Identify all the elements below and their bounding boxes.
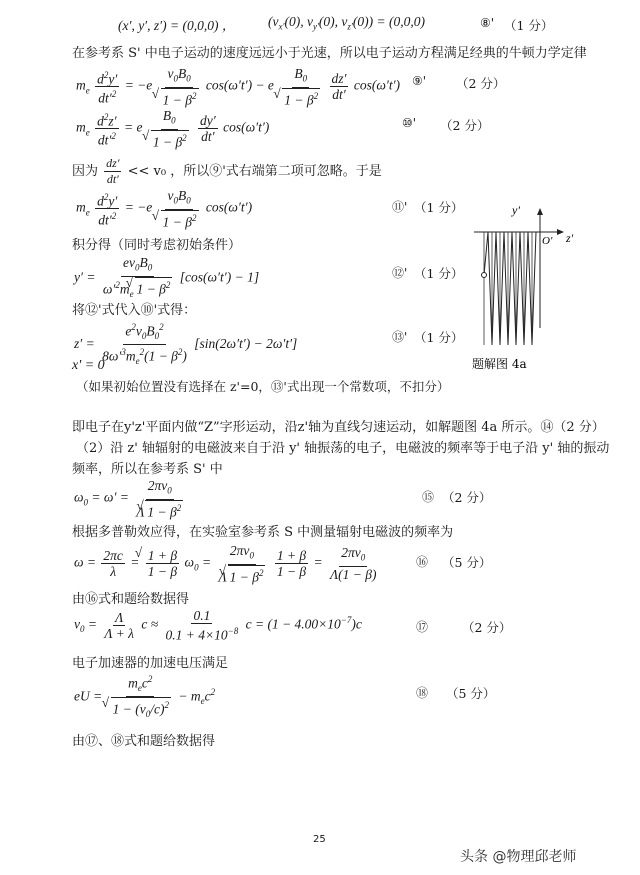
eq8-score: （1 分）	[504, 18, 554, 33]
figure-4a	[466, 200, 606, 380]
origin-label: O'	[542, 235, 553, 247]
eq11-mark: ⑪'	[392, 200, 408, 214]
equation-12: y′ = $\frac{ev_0B_0}{\omega'^2m_e√ 1 - \beta^2}$ [cos(ω′t′) − 1]	[74, 255, 259, 302]
eq18-score: （5 分）	[446, 686, 496, 701]
text-accel-voltage: 电子加速器的加速电压满足	[72, 656, 229, 671]
eq17-mark: ⑰	[416, 620, 429, 634]
text-part2: （2）沿 z' 轴辐射的电磁波来自于沿 y' 轴振荡的电子，电磁波的频率等于电子沿 y' 轴的振动	[76, 441, 610, 456]
eq13-score: （1 分）	[414, 330, 464, 345]
eq9-mark: ⑨'	[412, 74, 427, 88]
watermark: 头条 @物理邱老师	[460, 849, 577, 865]
page-number: 25	[313, 834, 326, 845]
initial-velocity-eq: ($v_{x'}(0)$, $v_{y'}(0)$, $v_{z'}(0)) = (0,0,0)$	[268, 14, 425, 32]
eq15-mark: ⑮	[422, 490, 435, 504]
eq10-score: （2 分）	[440, 118, 490, 133]
equation-x-zero: x' = 0	[72, 358, 105, 373]
eq8-mark: ⑧'	[480, 16, 495, 30]
eq10-mark: ⑩'	[402, 116, 417, 130]
eq9-score: （2 分）	[456, 76, 506, 91]
figure-caption: 题解图 4a	[472, 357, 527, 371]
eq17-score: （2 分）	[462, 620, 512, 635]
text-doppler: 根据多普勒效应得，在实验室参考系 S 中测量辐射电磁波的频率为	[72, 525, 454, 540]
equation-18: eU = $m_ec^2$ √ $1 - (v_0/c)^2$ − $m_ec^2$	[74, 672, 215, 722]
text-substitute: 将⑫'式代入⑩'式得：	[72, 303, 197, 318]
eq12-score: （1 分）	[414, 266, 464, 281]
equation-11: $m_e$ $\frac{d^2y'}{dt'^2}$ = −e $v_0B_0$ √ $1 - \beta^2$ cos(ω′t′)	[76, 188, 252, 229]
text-frequency: 频率，所以在参考系 S' 中	[72, 462, 223, 477]
text-initial-note: （如果初始位置没有选择在 z'=0，⑬'式出现一个常数项，不扣分）	[76, 379, 450, 394]
equation-15: $\omega_0 = \omega'$ = $\frac{2\pi v_0}{\Lambda√ 1 - \beta^2}$	[74, 478, 187, 519]
eq16-score: （5 分）	[442, 555, 492, 570]
initial-position-eq: (x′, y′, z′) = (0,0,0) ，	[118, 18, 236, 33]
eq15-score: （2 分）	[442, 490, 492, 505]
text-neglect-rest: << v₀ ，所以⑨'式右端第二项可忽略。于是	[127, 164, 382, 179]
equation-13: z′ = $\frac{e^2v_0B_0^2}{8\omega'^3m_e^2(1 - \beta^2)}$ [sin(2ω′t′) − 2ω′t′]	[74, 322, 298, 367]
eq18-mark: ⑱	[416, 686, 429, 700]
equation-10: $m_e$ $\frac{d^2z'}{dt'^2}$ = e $B_0$ √ $1 - \beta^2$ $\frac{dy'}{dt'}$ cos(ω′t′)	[76, 108, 269, 149]
eq12-mark: ⑫'	[392, 266, 408, 280]
eq13-mark: ⑬'	[392, 330, 408, 344]
equation-16: ω = $\frac{2\pi c}{\lambda}$ = √ $\frac{1 + \beta}{1 - \beta}$ $\omega_0$ = $\frac{2\pi v_0}{\Lambda√ 1 - \beta^2}$ $\frac{1 + \beta}{1 - \beta}$ = $\frac{2\pi v_0}{\Lambda(1 - \beta)}$	[74, 543, 381, 584]
eq16-mark: ⑯	[416, 555, 429, 569]
text-because: 因为	[72, 164, 99, 179]
text-from-17-18: 由⑰、⑱式和题给数据得	[72, 734, 216, 749]
z-axis-arrow	[557, 229, 564, 235]
text-z-shape-motion: 即电子在y'z'平面内做“Z”字形运动，沿z'轴为直线匀速运动，如解题图 4a 所示。⑭（2 分）	[72, 420, 605, 435]
electron-start-point	[482, 273, 487, 278]
text-integrate: 积分得（同时考虑初始条件）	[72, 238, 242, 253]
eq11-score: （1 分）	[414, 200, 464, 215]
equation-9: $m_e$ $\frac{d^2y'}{dt'^2}$ = −e $v_0B_0$ √ $1 - \beta^2$ cos(ω′t′) − e $B_0$ √ $1 - \beta^2$ $\frac{dz'}{dt'}$ cos(ω′t′)	[76, 66, 400, 107]
text-neglect-term: 因为 $\frac{dz'}{dt'}$ << v₀ ，所以⑨'式右端第二项可忽略。于是	[72, 156, 382, 186]
z-axis-label: z'	[566, 231, 574, 245]
text-from-16: 由⑯式和题给数据得	[72, 592, 190, 607]
equation-17: $v_0$ = $\frac{\Lambda}{\Lambda + \lambda}$ c ≈ $\frac{0.1}{0.1 + 4\times 10^{-8}}$ $c = (1 - 4.00\times 10^{-7})c$	[74, 608, 362, 643]
text-nonrelativistic: 在参考系 S' 中电子运动的速度远远小于光速，所以电子运动方程满足经典的牛顿力学定律	[72, 46, 587, 61]
y-axis-arrow	[537, 208, 543, 215]
y-axis-label: y'	[512, 203, 520, 217]
